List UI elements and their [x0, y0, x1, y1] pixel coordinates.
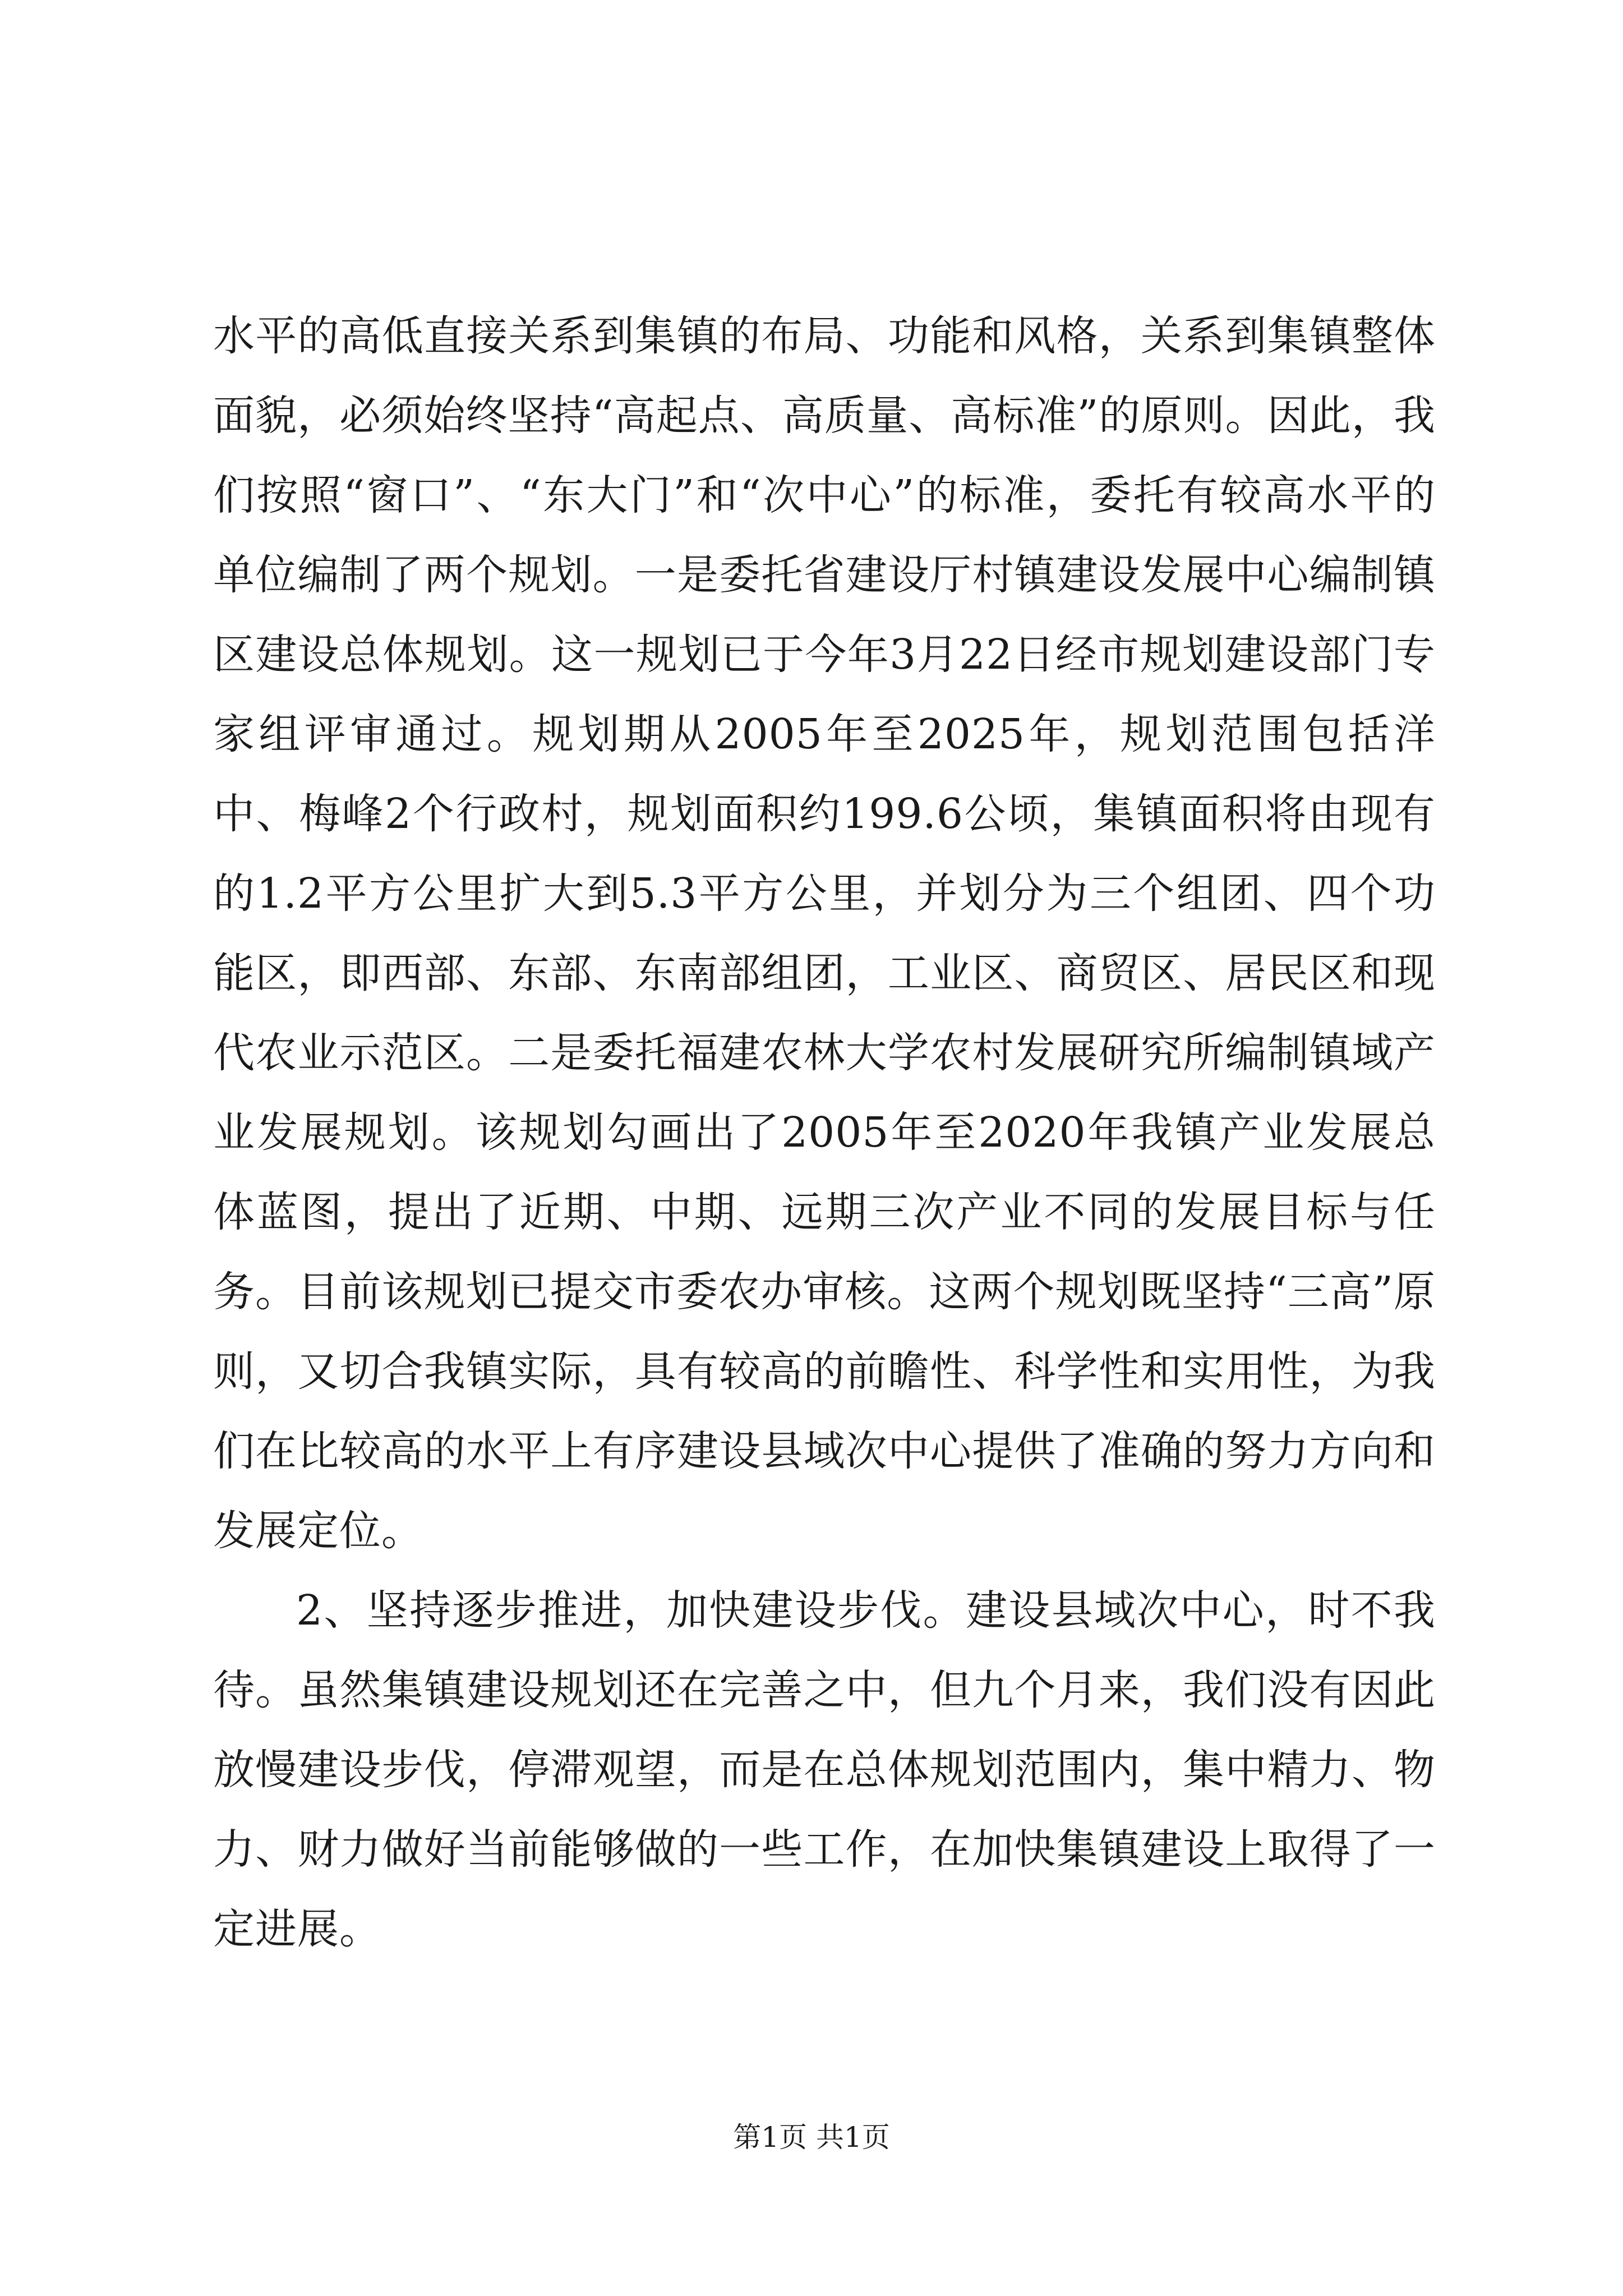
document-body — [213, 296, 1436, 1969]
page-footer: 第1页 共1页 — [733, 2121, 890, 2154]
paragraph-planning: 水平的高低直接关系到集镇的布局、功能和风格，关系到集镇整体面貌，必须始终坚持“高起点、高质量、高标准”的原则。因此，我们按照“窗口”、“东大门”和“次中心”的标准，委托有较高水平的单位编制了两个规划。一是委托省建设厅村镇建设发展中心编制镇区建设总体规划。这一规划已于今年3月22日经市规划建设部门专家组评审通过。规划期从2005年至2025年，规划范围包括洋中、梅峰2个行政村，规划面积约199.6公顷，集镇面积将由现有的1.2平方公里扩大到5.3平方公里，并划分为三个组团、四个功能区，即西部、东部、东南部组团，工业区、商贸区、居民区和现代农业示范区。二是委托福建农林大学农村发展研究所编制镇域产业发展规划。该规划勾画出了2005年至2020年我镇产业发展总体蓝图，提出了近期、中期、远期三次产业不同的发展目标与任务。目前该规划已提交市委农办审核。这两个规划既坚持“三高”原则，又切合我镇实际，具有较高的前瞻性、科学性和实用性，为我们在比较高的水平上有序建设县域次中心提供了准确的努力方向和发展定位。 — [213, 312, 1436, 1555]
paragraph-construction-progress: 2、坚持逐步推进，加快建设步伐。建设县域次中心，时不我待。虽然集镇建设规划还在完善之中，但九个月来，我们没有因此放慢建设步伐，停滞观望，而是在总体规划范围内，集中精力、物力、财力做好当前能够做的一些工作，在加快集镇建设上取得了一定进展。 — [213, 1586, 1436, 1953]
